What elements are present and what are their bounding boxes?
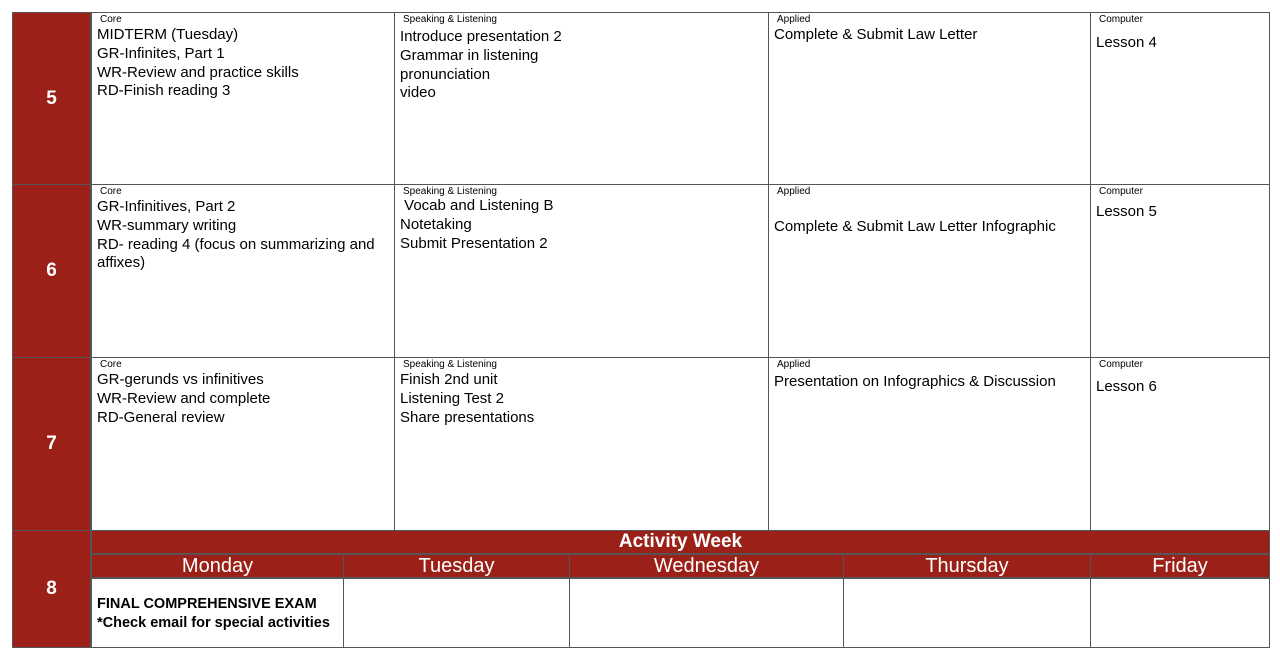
text-line: GR-Infinitives, Part 2 bbox=[97, 198, 236, 215]
activity-week-title: Activity Week bbox=[91, 530, 1270, 554]
text-line: Lesson 4 bbox=[1096, 34, 1157, 51]
computer-cell bbox=[1090, 357, 1270, 531]
applied-label: Applied bbox=[777, 14, 811, 25]
week-number: 7 bbox=[12, 357, 91, 531]
day-header-wednesday: Wednesday bbox=[569, 554, 844, 578]
computer-label: Computer bbox=[1099, 14, 1143, 25]
day-header-thursday: Thursday bbox=[843, 554, 1091, 578]
text-line: Vocab and Listening B bbox=[400, 197, 554, 214]
applied-label: Applied bbox=[777, 359, 811, 370]
computer-cell bbox=[1090, 12, 1270, 185]
applied-label: Applied bbox=[777, 186, 811, 197]
text-line: GR-gerunds vs infinitives bbox=[97, 371, 264, 388]
computer-content bbox=[1096, 378, 1157, 397]
computer-content bbox=[1096, 203, 1157, 222]
applied-content bbox=[774, 26, 977, 45]
week-number: 6 bbox=[12, 184, 91, 358]
core-label: Core bbox=[100, 186, 122, 197]
text-line: video bbox=[400, 84, 436, 102]
applied-cell bbox=[768, 12, 1091, 185]
wednesday-cell bbox=[569, 578, 844, 648]
core-content bbox=[97, 198, 375, 273]
text-line: Complete & Submit Law Letter bbox=[774, 26, 978, 43]
text-line: pronunciation bbox=[400, 65, 491, 83]
core-cell bbox=[91, 357, 395, 531]
friday-cell bbox=[1090, 578, 1270, 648]
text-line: WR-Review and complete bbox=[97, 389, 271, 407]
computer-cell bbox=[1090, 184, 1270, 358]
day-header-friday: Friday bbox=[1090, 554, 1270, 578]
computer-content bbox=[1096, 34, 1157, 53]
speaking-label: Speaking & Listening bbox=[403, 186, 497, 197]
text-line: MIDTERM (Tuesday) bbox=[97, 26, 239, 43]
core-content bbox=[97, 371, 270, 427]
core-label: Core bbox=[100, 359, 122, 370]
text-line: Share presentations bbox=[400, 408, 535, 426]
speaking-label: Speaking & Listening bbox=[403, 14, 497, 25]
speaking-label: Speaking & Listening bbox=[403, 359, 497, 370]
day-header-tuesday: Tuesday bbox=[343, 554, 570, 578]
applied-content bbox=[774, 373, 1056, 392]
applied-cell bbox=[768, 184, 1091, 358]
core-label: Core bbox=[100, 14, 122, 25]
speaking-cell bbox=[394, 357, 769, 531]
speaking-content bbox=[400, 197, 553, 253]
text-line: Presentation on Infographics & Discussion bbox=[774, 373, 1056, 390]
text-line: Grammar in listening bbox=[400, 46, 539, 64]
text-line: WR-Review and practice skills bbox=[97, 63, 299, 81]
monday-cell bbox=[91, 578, 344, 648]
text-line: Lesson 5 bbox=[1096, 203, 1157, 220]
text-line: WR-summary writing bbox=[97, 216, 237, 234]
week-number: 8 bbox=[12, 530, 91, 648]
text-line: Finish 2nd unit bbox=[400, 371, 498, 388]
week-number: 5 bbox=[12, 12, 91, 185]
day-header-monday: Monday bbox=[91, 554, 344, 578]
speaking-cell bbox=[394, 184, 769, 358]
text-line: GR-Infinites, Part 1 bbox=[97, 44, 225, 62]
final-exam-note bbox=[97, 595, 330, 632]
text-line: RD-Finish reading 3 bbox=[97, 82, 231, 100]
text-line: Introduce presentation 2 bbox=[400, 28, 562, 45]
core-cell bbox=[91, 184, 395, 358]
computer-label: Computer bbox=[1099, 186, 1143, 197]
text-line: *Check email for special activities bbox=[97, 614, 330, 631]
text-line: Lesson 6 bbox=[1096, 378, 1157, 395]
speaking-cell bbox=[394, 12, 769, 185]
text-line: affixes) bbox=[97, 254, 146, 272]
text-line: FINAL COMPREHENSIVE EXAM bbox=[97, 596, 317, 612]
applied-content bbox=[774, 218, 1056, 237]
tuesday-cell bbox=[343, 578, 570, 648]
applied-cell bbox=[768, 357, 1091, 531]
text-line: Notetaking bbox=[400, 215, 472, 233]
core-content bbox=[97, 26, 299, 101]
text-line: Listening Test 2 bbox=[400, 389, 504, 407]
core-cell bbox=[91, 12, 395, 185]
text-line: RD- reading 4 (focus on summarizing and bbox=[97, 235, 375, 253]
text-line: RD-General review bbox=[97, 408, 225, 426]
text-line: Submit Presentation 2 bbox=[400, 234, 548, 252]
text-line: Complete & Submit Law Letter Infographic bbox=[774, 218, 1056, 235]
speaking-content bbox=[400, 371, 534, 427]
speaking-content bbox=[400, 28, 562, 103]
computer-label: Computer bbox=[1099, 359, 1143, 370]
thursday-cell bbox=[843, 578, 1091, 648]
